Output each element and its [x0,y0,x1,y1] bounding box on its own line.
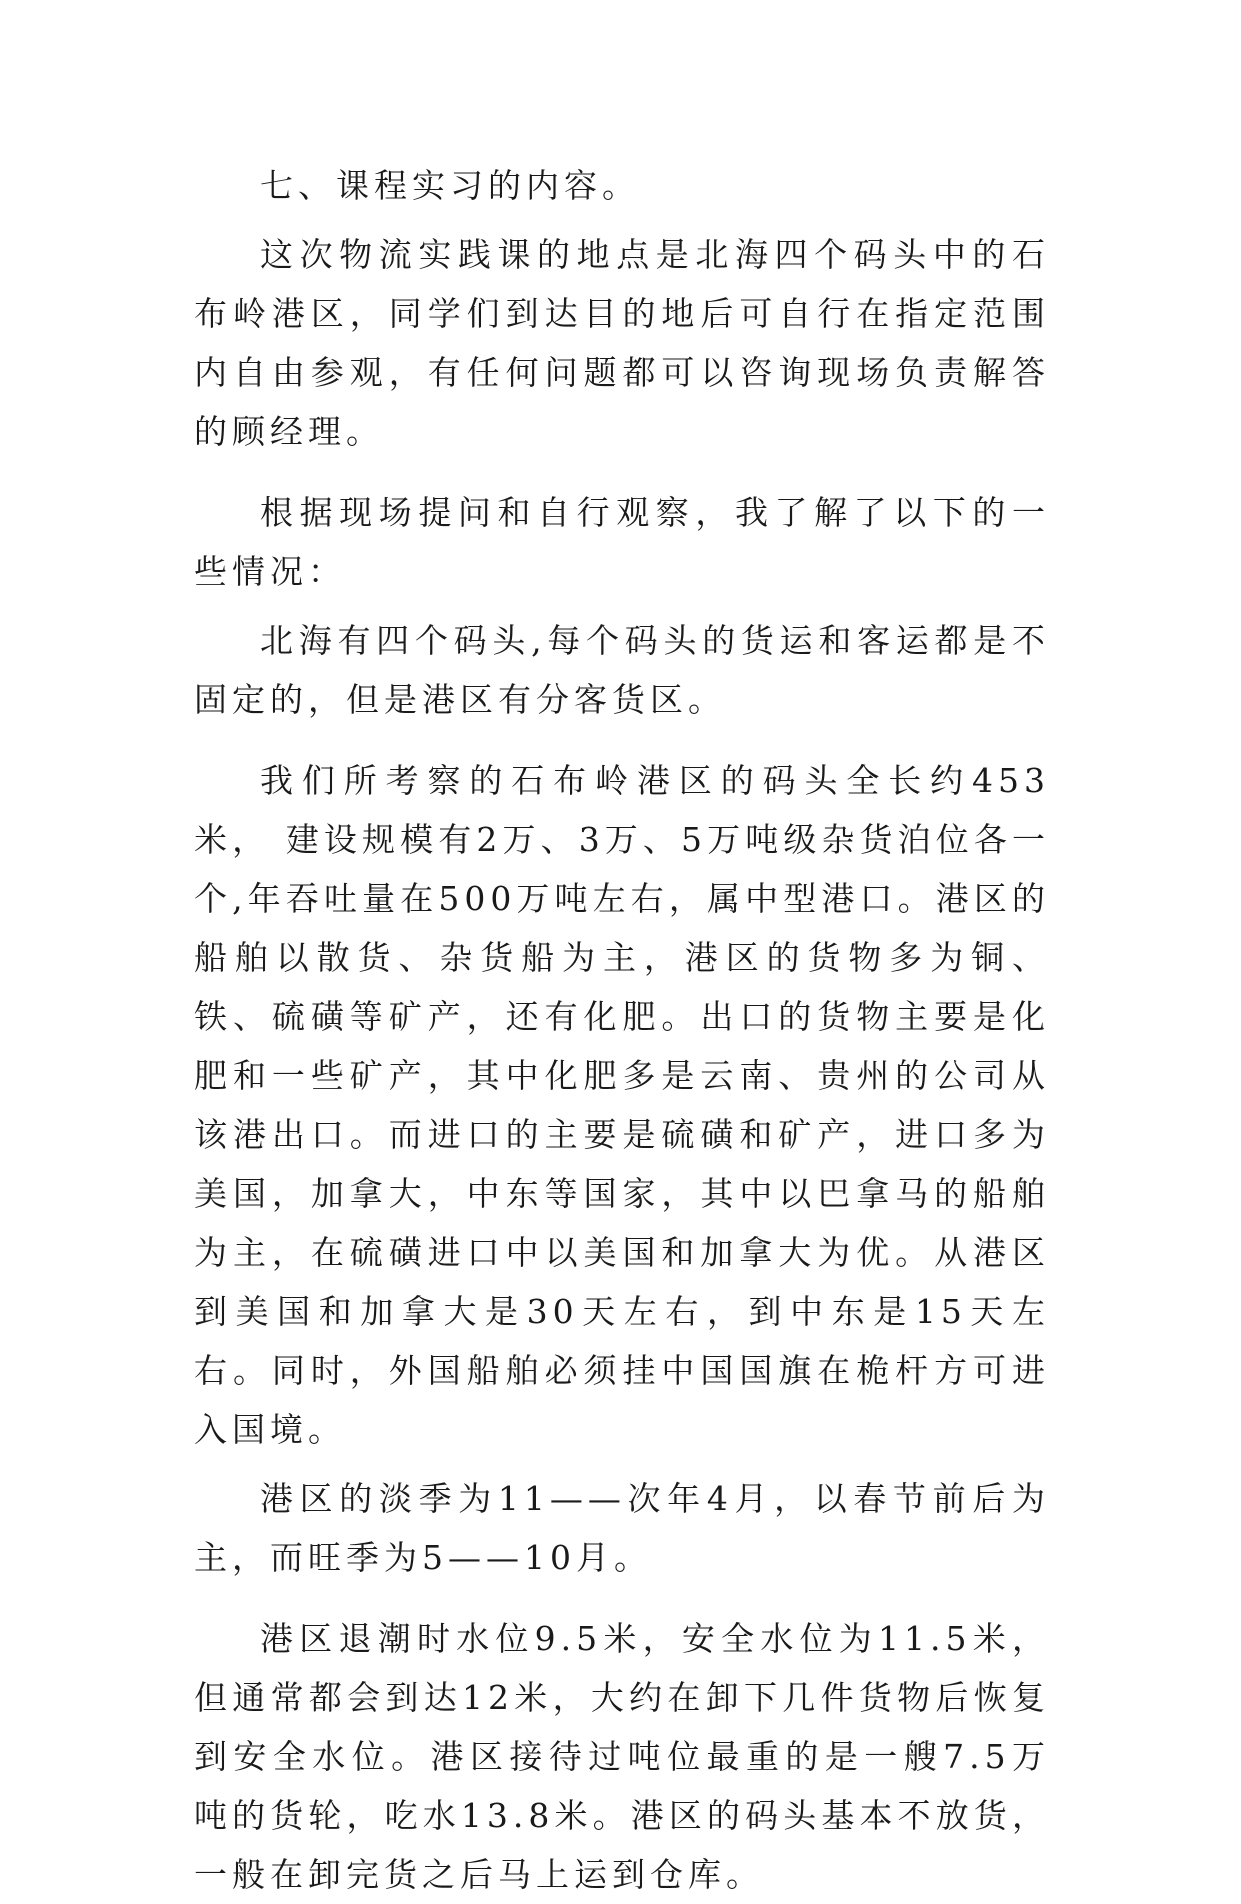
document-body [194,156,1050,1904]
paragraph-water-levels: 港区退潮时水位9.5米，安全水位为11.5米，但通常都会到达12米，大约在卸下几件货物后恢复到安全水位。港区接待过吨位最重的是一艘7.5万吨的货轮，吃水13.8米。港区的码头基本不放货，一般在卸完货之后马上运到仓库。 [194,1619,1050,1894]
paragraph-port-overview: 我们所考察的石布岭港区的码头全长约453米， 建设规模有2万、3万、5万吨级杂货泊位各一个,年吞吐量在500万吨左右，属中型港口。港区的船舶以散货、杂货船为主，港区的货物多为铜、铁、硫磺等矿产，还有化肥。出口的货物主要是化肥和一些矿产，其中化肥多是云南、贵州的公司从该港出口。而进口的主要是硫磺和矿产，进口多为美国，加拿大，中东等国家，其中以巴拿马的船舶为主，在硫磺进口中以美国和加拿大为优。从港区到美国和加拿大是30天左右，到中东是15天左右。同时，外国船舶必须挂中国国旗在桅杆方可进入国境。 [194,761,1050,1449]
paragraph-seasons: 港区的淡季为11——次年4月，以春节前后为主，而旺季为5——10月。 [194,1479,1050,1577]
paragraph-location: 这次物流实践课的地点是北海四个码头中的石布岭港区，同学们到达目的地后可自行在指定范围内自由参观，有任何问题都可以咨询现场负责解答的顾经理。 [194,235,1050,451]
paragraph-observations-intro: 根据现场提问和自行观察，我了解了以下的一些情况： [194,493,1050,591]
section-heading: 七、课程实习的内容。 [260,166,640,205]
paragraph-four-wharves: 北海有四个码头,每个码头的货运和客运都是不固定的，但是港区有分客货区。 [194,621,1050,719]
